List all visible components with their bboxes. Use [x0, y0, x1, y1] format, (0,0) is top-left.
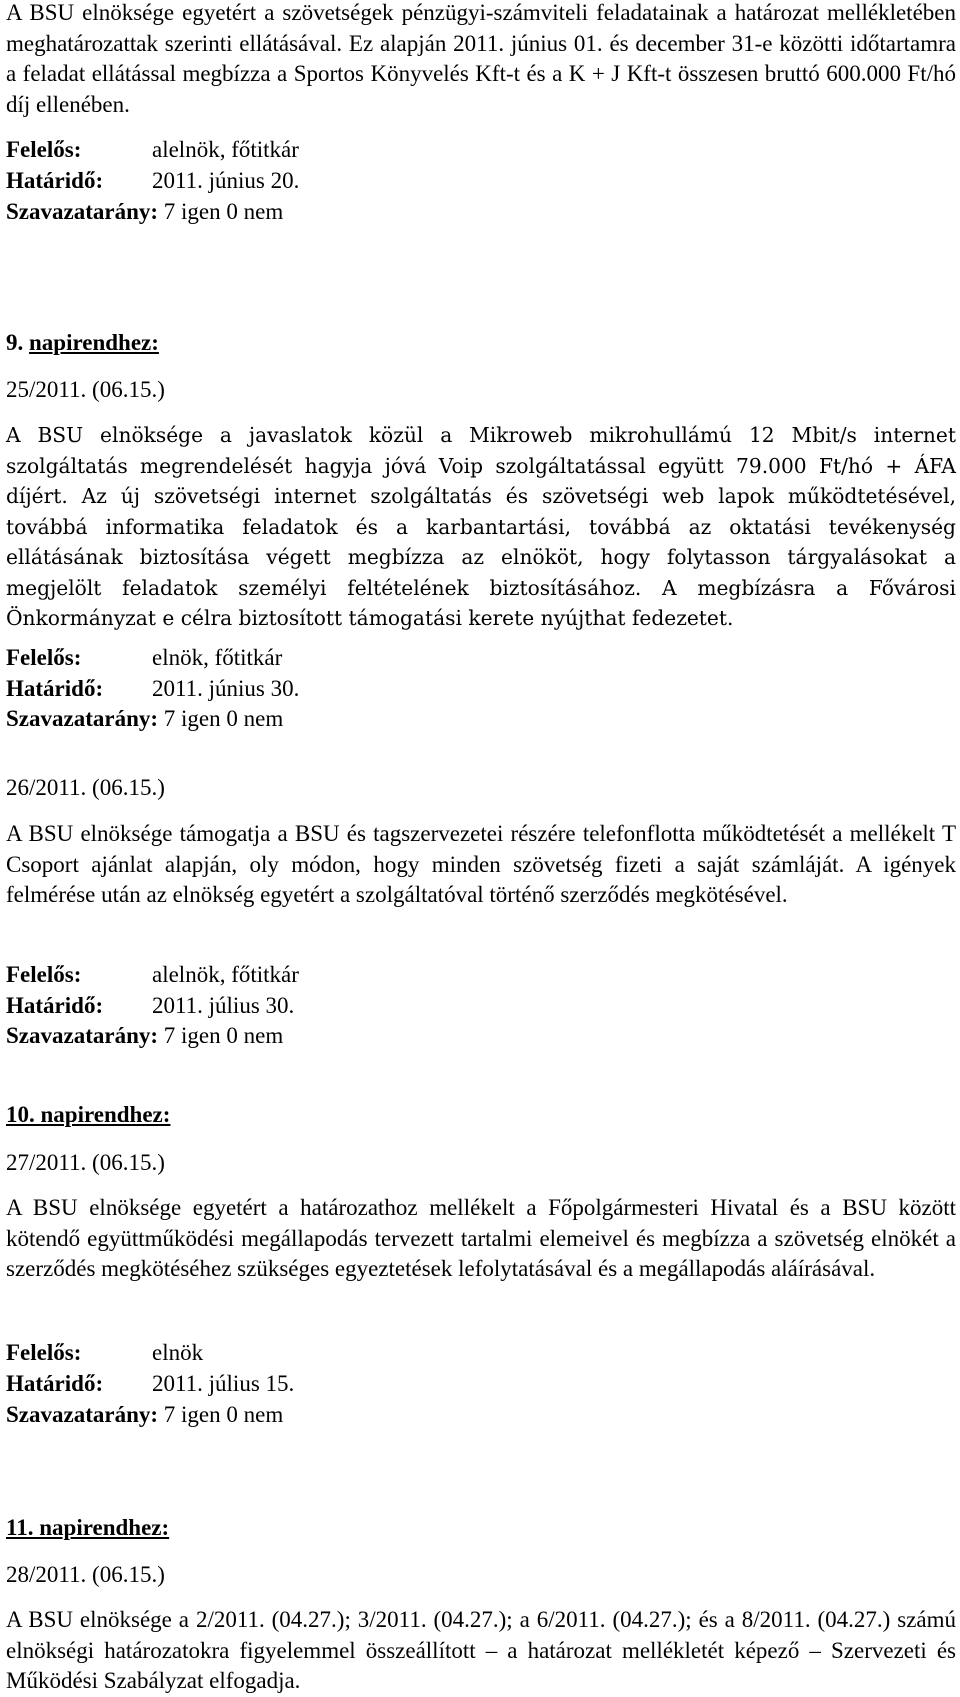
hatarido-value: 2011. július 15.	[152, 1371, 295, 1396]
szavazat-label: Szavazatarány:	[6, 706, 159, 731]
intro-felelos-row	[6, 135, 956, 166]
hatarido-value: 2011. július 30.	[152, 993, 295, 1018]
szavazat-value: 7 igen 0 nem	[163, 1402, 284, 1427]
agenda-9-heading	[6, 330, 956, 356]
hatarido-label: Határidő:	[6, 676, 104, 701]
felelos-label: Felelős:	[6, 137, 82, 162]
agenda-9-title: napirendhez:	[29, 330, 159, 355]
resolution-25-number: 25/2011. (06.15.)	[6, 377, 165, 402]
resolution-28-paragraph: A BSU elnöksége a 2/2011. (04.27.); 3/2011. (04.27.); a 6/2011. (04.27.); és a 8/2011. (04.27.) számú elnökségi határozatokra figyelemmel összeállított – a határozat mellékletét képező – Szervezeti és Működési Szabályzat elfogadja.	[6, 1607, 956, 1693]
felelos-value: alelnök, főtitkár	[152, 962, 299, 987]
szavazat-value: 7 igen 0 nem	[163, 199, 284, 224]
intro-szavazat-row	[6, 197, 956, 228]
felelos-label: Felelős:	[6, 1340, 82, 1365]
resolution-25-text-part1: A BSU elnöksége a javaslatok közül a Mikroweb mikrohullámú 12 Mbit/s internet szolgáltatás megrendelését hagyja jóvá Voip szolgáltatással együtt 79.000 Ft/hó + ÁFA díjért.	[6, 423, 956, 508]
hatarido-label: Határidő:	[6, 168, 104, 193]
hatarido-label: Határidő:	[6, 993, 104, 1018]
felelos-label: Felelős:	[6, 962, 82, 987]
resolution-25-text-part2: Az új szövetségi internet szolgáltatás és szövetségi web lapok működtetésével, továbbá informatika feladatok és a karbantartási, továbbá az oktatási tevékenység ellátásának biztosítása végett megbízza az elnököt, hogy folytasson tárgyalásokat a megjelölt feladatok személyi feltételének biztosításához. A megbízásra a Fővárosi Önkormányzat e célra biztosított támogatási kerete nyújthat fedezetet.	[6, 484, 956, 630]
res26-szavazat-row	[6, 1021, 956, 1052]
szavazat-value: 7 igen 0 nem	[163, 706, 284, 731]
hatarido-label: Határidő:	[6, 1371, 104, 1396]
res25-szavazat-row	[6, 704, 956, 735]
res25-felelos-row	[6, 643, 956, 674]
resolution-27-paragraph: A BSU elnöksége egyetért a határozathoz mellékelt a Főpolgármesteri Hivatal és a BSU között kötendő együttműködési megállapodás tervezett tartalmi elemeivel és megbízza a szövetség elnökét a szerződés megkötéséhez szükséges egyeztetések lefolytatásával és a megállapodás aláírásával.	[6, 1195, 956, 1281]
felelos-label: Felelős:	[6, 645, 82, 670]
res27-felelos-row	[6, 1338, 956, 1369]
hatarido-value: 2011. június 30.	[152, 676, 300, 701]
agenda-10-heading: 10. napirendhez:	[6, 1102, 171, 1127]
agenda-9-number: 9.	[6, 330, 24, 355]
resolution-25-paragraph	[6, 420, 956, 634]
szavazat-label: Szavazatarány:	[6, 1402, 159, 1427]
szavazat-value: 7 igen 0 nem	[163, 1023, 284, 1048]
felelos-value: alelnök, főtitkár	[152, 137, 299, 162]
resolution-27-number: 27/2011. (06.15.)	[6, 1150, 165, 1175]
agenda-11-heading: 11. napirendhez:	[6, 1515, 170, 1540]
intro-paragraph: A BSU elnöksége egyetért a szövetségek pénzügyi-számviteli feladatainak a határozat mellékletében meghatározattak szerinti ellátásával. Ez alapján 2011. június 01. és december 31-e közötti időtartamra a feladat ellátással megbízza a Sportos Könyvelés Kft-t és a K + J Kft-t összesen bruttó 600.000 Ft/hó díj ellenében.	[6, 0, 956, 117]
res26-hatarido-row	[6, 991, 956, 1022]
res26-felelos-row	[6, 960, 956, 991]
intro-hatarido-row	[6, 166, 956, 197]
szavazat-label: Szavazatarány:	[6, 199, 159, 224]
hatarido-value: 2011. június 20.	[152, 168, 300, 193]
felelos-value: elnök	[152, 1340, 204, 1365]
resolution-26-number: 26/2011. (06.15.)	[6, 775, 165, 800]
res27-hatarido-row	[6, 1369, 956, 1400]
resolution-26-paragraph: A BSU elnöksége támogatja a BSU és tagszervezetei részére telefonflotta működtetését a mellékelt T Csoport ajánlat alapján, oly módon, hogy minden szövetség fizeti a saját számláját. A igények felmérése után az elnökség egyetért a szolgáltatóval történő szerződés megkötésével.	[6, 821, 956, 907]
resolution-28-number: 28/2011. (06.15.)	[6, 1562, 165, 1587]
res25-hatarido-row	[6, 674, 956, 705]
res27-szavazat-row	[6, 1400, 956, 1431]
felelos-value: elnök, főtitkár	[152, 645, 283, 670]
szavazat-label: Szavazatarány:	[6, 1023, 159, 1048]
